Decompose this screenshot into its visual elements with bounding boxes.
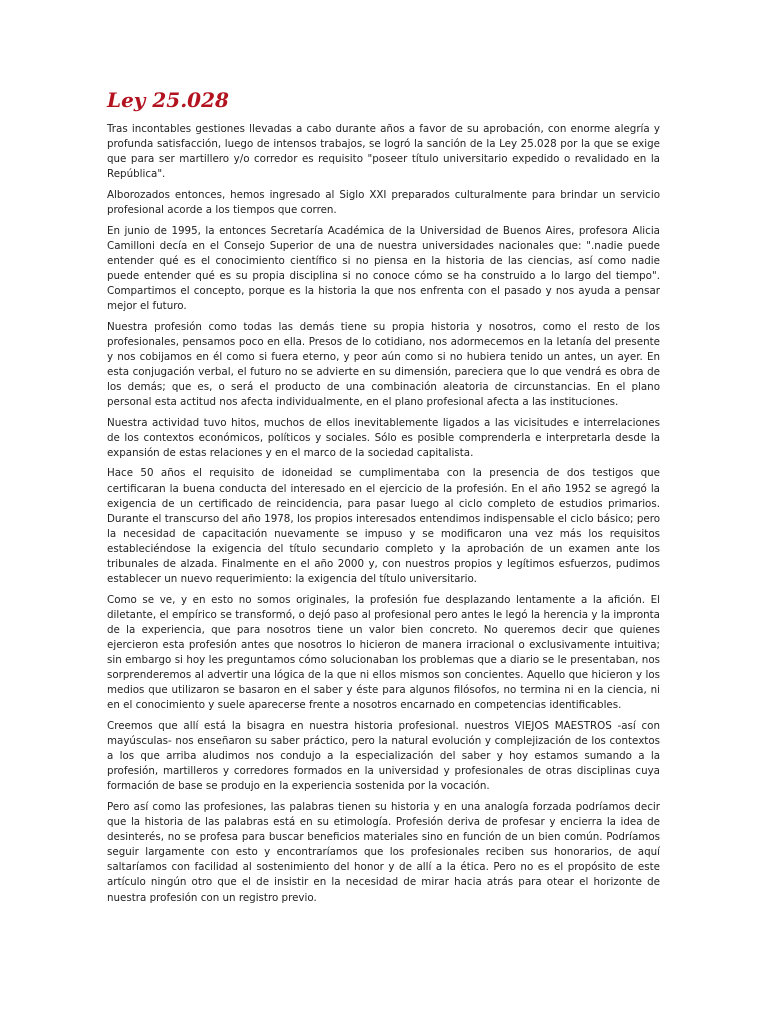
article-paragraph: Hace 50 años el requisito de idoneidad se cumplimentaba con la presencia de dos testigos que certificaran la buena conducta del interesado en el ejercicio de la profesión. En el año 1952 se agregó la exigencia de un certificado de reincidencia, para pasar luego al ciclo completo de estudios primarios. Durante el transcurso del año 1978, los propios interesados entendimos indispensable el ciclo básico; pero la necesidad de capacitación nuevamente se impuso y se modificaron una vez más los requisitos estableciéndose la exigencia del título secundario completo y la aprobación de un examen ante los tribunales de alzada. Finalmente en el año 2000 y, con nuestros propios y legítimos esfuerzos, pudimos establecer un nuevo requerimiento: la exigencia del título universitario. bbox=[107, 467, 660, 586]
article-paragraph: Alborozados entonces, hemos ingresado al Siglo XXI preparados culturalmente para brindar un servicio profesional acorde a los tiempos que corren. bbox=[107, 188, 660, 216]
article-paragraph: Nuestra actividad tuvo hitos, muchos de ellos inevitablemente ligados a las vicisitudes e interrelaciones de los contextos económicos, políticos y sociales. Sólo es posible comprenderla e interpretarla desde la expansión de estas relaciones y en el marco de la sociedad capitalista. bbox=[107, 416, 660, 459]
article-paragraph: Pero así como las profesiones, las palabras tienen su historia y en una analogía forzada podríamos decir que la historia de las palabras está en su etimología. Profesión deriva de profesar y encierra la idea de desinterés, no se profesa para buscar beneficios materiales sino en función de un bien común. Podríamos seguir largamente con esto y encontraríamos que los profesionales reciben sus honorarios, de aquí saltaríamos con facilidad al sostenimiento del honor y de allí a la ética. Pero no es el propósito de este artículo ningún otro que el de insistir en la necesidad de mirar hacia atrás para otear el horizonte de nuestra profesión con un registro previo. bbox=[107, 800, 660, 904]
article-paragraph: Como se ve, y en esto no somos originales, la profesión fue desplazando lentamente a la afición. El diletante, el empírico se transformó, o dejó paso al profesional pero antes le legó la herencia y la impronta de la experiencia, que para nosotros tiene un valor bien concreto. No queremos decir que quienes ejercieron esta profesión antes que nosotros lo hicieron de manera irracional o exclusivamente intuitiva; sin embargo si hoy les preguntamos cómo solucionaban los problemas que a diario se le presentaban, nos sorprenderemos al advertir una lógica de la que ni ellos mismos son concientes. Aquello que hicieron y los medios que utilizaron se basaron en el saber y éste para algunos filósofos, no termina ni en la ciencia, ni en el conocimiento y suele aparecerse frente a nosotros encarnado en competencias identificables. bbox=[107, 593, 660, 712]
article-title: Ley 25.028 bbox=[107, 88, 229, 112]
article bbox=[107, 88, 660, 911]
article-paragraph: Tras incontables gestiones llevadas a cabo durante años a favor de su aprobación, con enorme alegría y profunda satisfacción, luego de intensos trabajos, se logró la sanción de la Ley 25.028 por la que se exige que para ser martillero y/o corredor es requisito "poseer título universitario expedido o revalidado en la República". bbox=[107, 123, 660, 181]
article-paragraph: Nuestra profesión como todas las demás tiene su propia historia y nosotros, como el resto de los profesionales, pensamos poco en ella. Presos de lo cotidiano, nos adormecemos en la letanía del presente y nos cobijamos en él como si fuera eterno, y peor aún como si no hubiera tenido un antes, un ayer. En esta conjugación verbal, el futuro no se advierte en su dimensión, pareciera que lo que vendrá es obra de los demás; que es, o será el producto de una combinación aleatoria de circunstancias. En el plano personal esta actitud nos afecta individualmente, en el plano profesional afecta a las instituciones. bbox=[107, 320, 660, 409]
article-paragraph: En junio de 1995, la entonces Secretaría Académica de la Universidad de Buenos Aires, profesora Alicia Camilloni decía en el Consejo Superior de una de nuestra universidades nacionales que: ".nadie puede entender qué es el conocimiento científico si no piensa en la historia de las ciencias, así como nadie puede entender qué es su propia disciplina si no conoce cómo se ha construido a lo largo del tiempo". Compartimos el concepto, porque es la historia la que nos enfrenta con el pasado y nos ayuda a pensar mejor el futuro. bbox=[107, 224, 660, 313]
article-paragraph: Creemos que allí está la bisagra en nuestra historia profesional. nuestros VIEJOS MAESTROS -así con mayúsculas- nos enseñaron su saber práctico, pero la natural evolución y complejización de los contextos a los que arriba aludimos nos condujo a la especialización del saber y hoy estamos sumando a la profesión, martilleros y corredores formados en la universidad y profesionales de otras disciplinas cuya formación de base se produjo en la experiencia sostenida por la vocación. bbox=[107, 719, 660, 793]
